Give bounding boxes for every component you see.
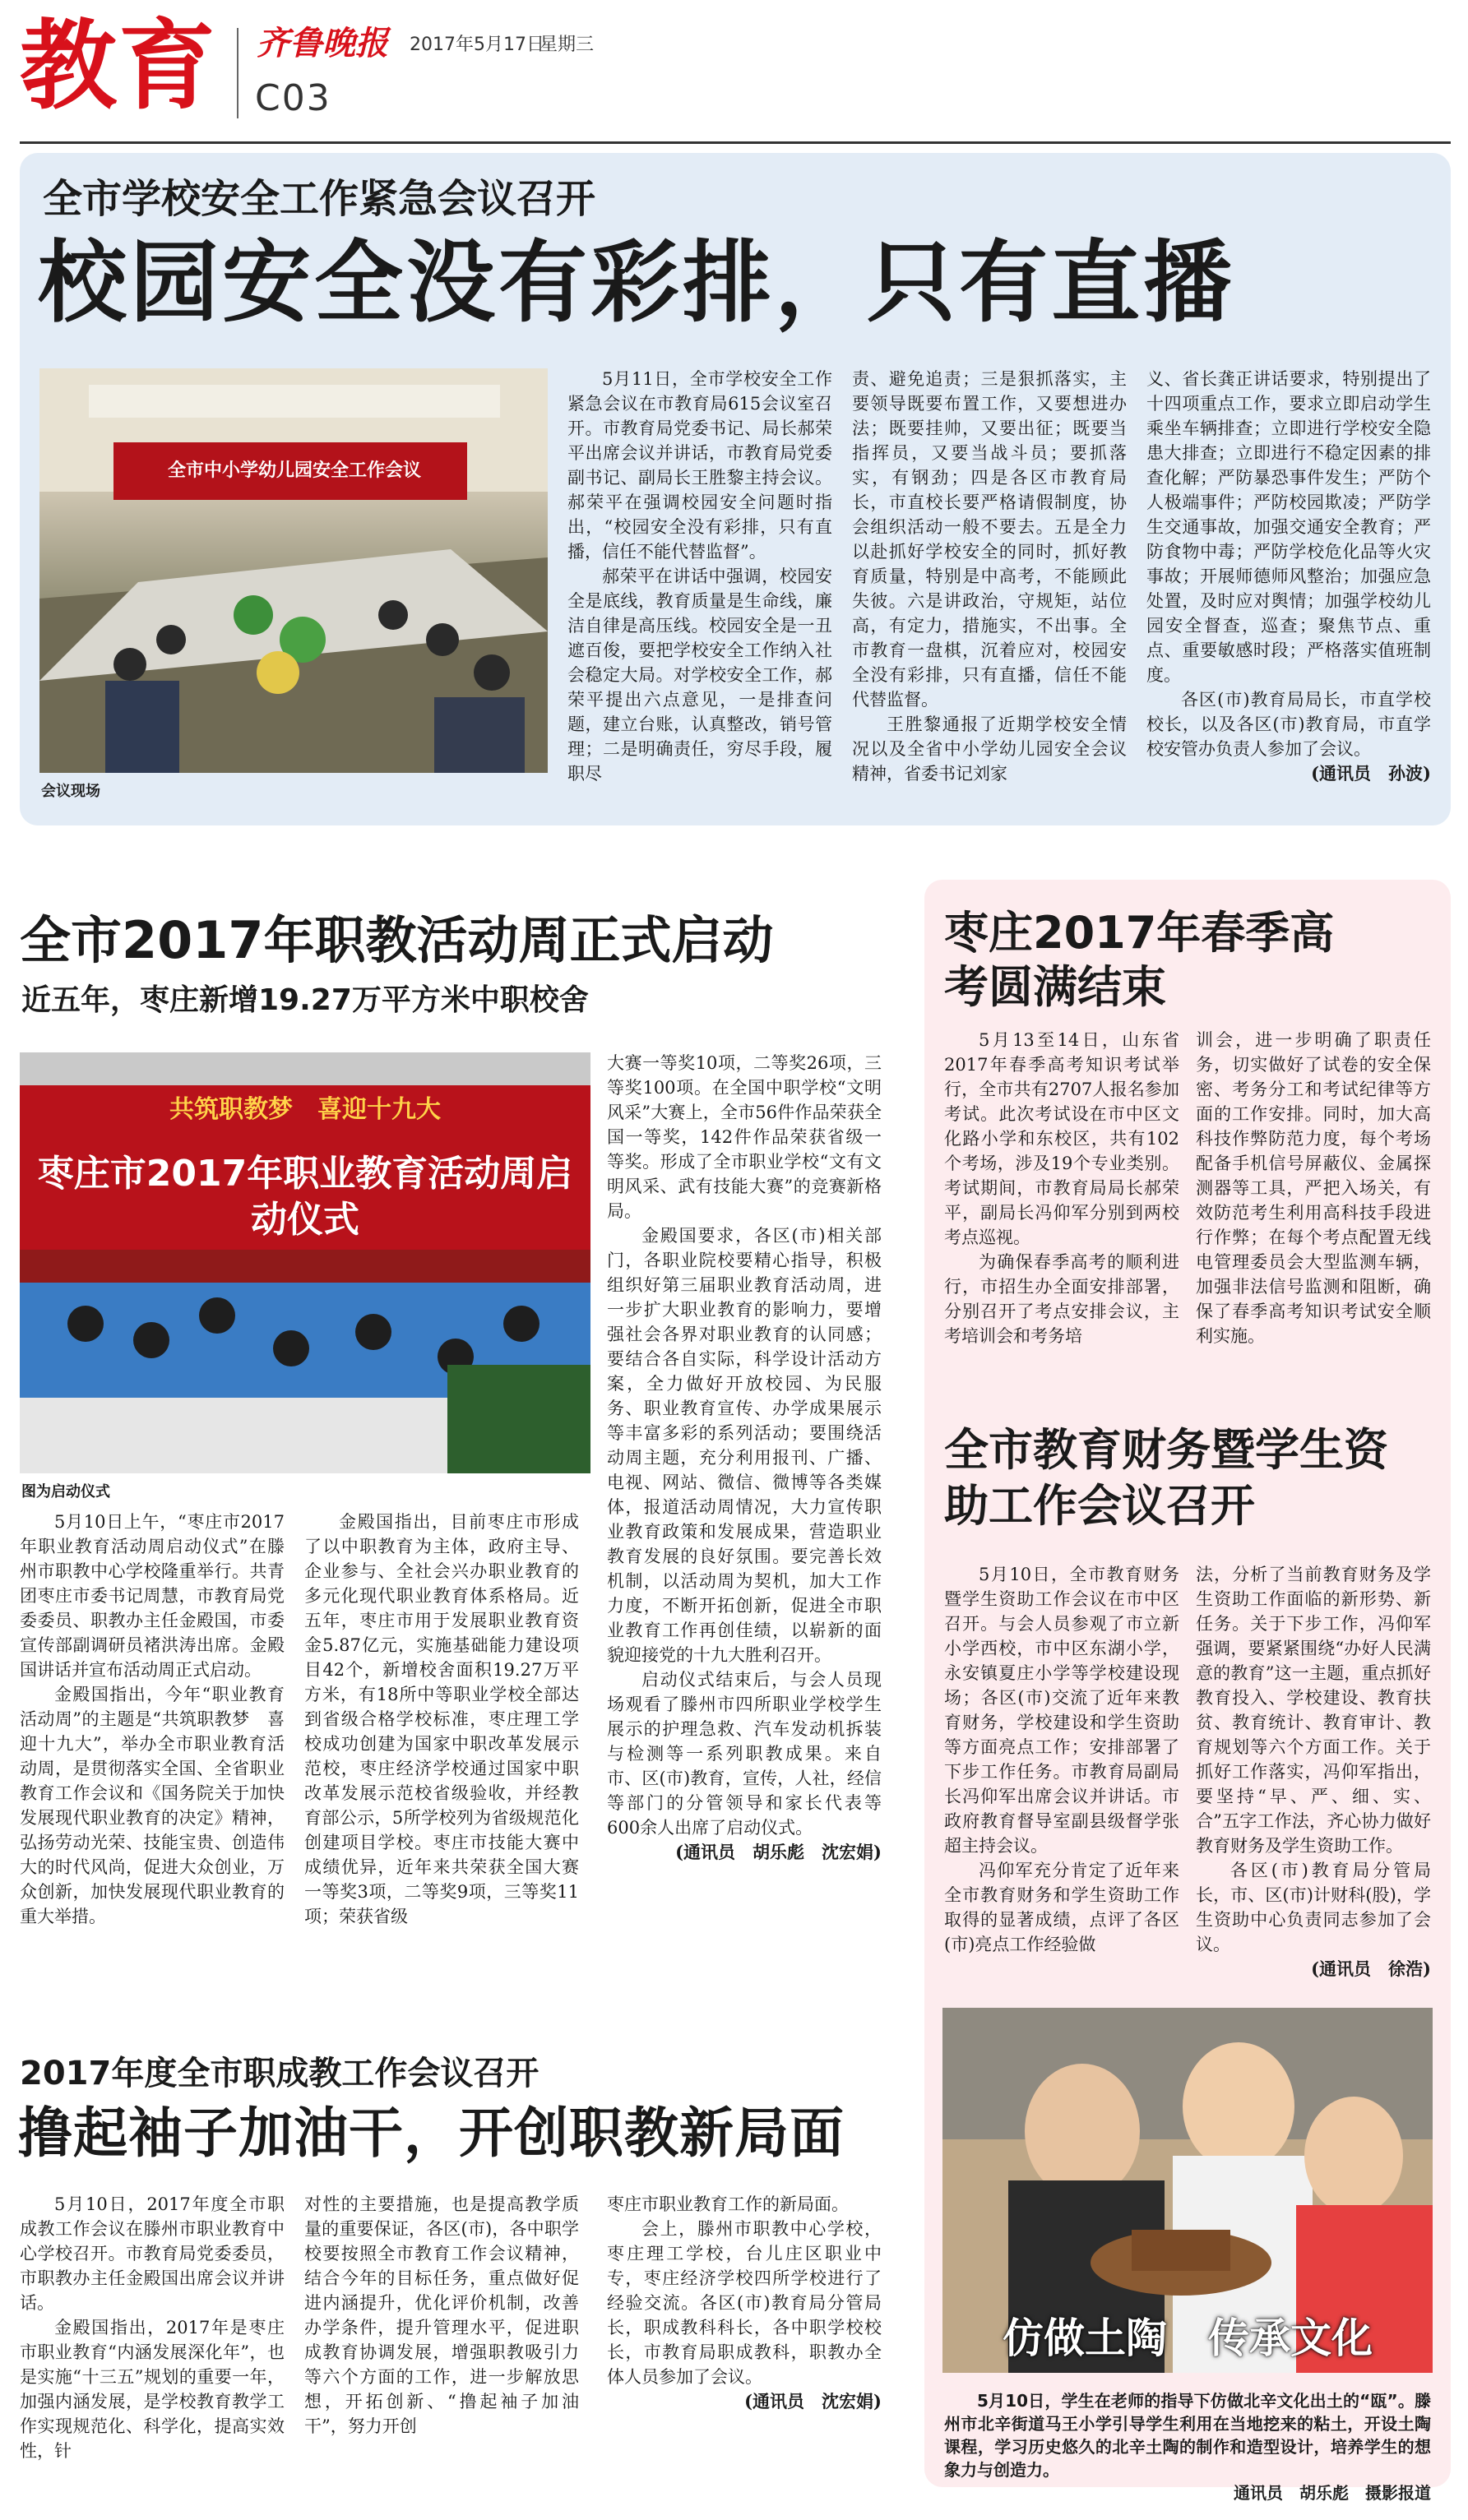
article5-paragraph: 5月10日，2017年度全市职成教工作会议在滕州市职业教育中心学校召开。市教育局党委委员，市职教办主任金殿国出席会议并讲话。 [20,2194,285,2313]
article4-paragraph: 法，分析了当前教育财务及学生资助工作面临的新形势、新任务。关于下步工作，冯仰军强调，要紧紧围绕“办好人民满意的教育”这一主题，重点抓好教育投入、学校建设、教育扶贫、教育统计、教育审计、教育规划等六个方面工作。关于抓好工作落实，冯仰军指出，要坚持“早、严、细、实、合”五字工作法，齐心协力做好教育财务及学生资助工作。 [1196,1565,1431,1856]
article1-paragraph: 义、省长龚正讲话要求，特别提出了十四项重点工作，要求立即启动学生乘坐车辆排查；立即进行学校安全隐患大排查；立即进行不稳定因素的排查化解；严防暴恐事件发生；严防个人极端事件；严防校园欺凌；严防学生交通事故，加强交通安全教育；严防食物中毒；严防学校危化品等火灾事故；开展师德师风整治；加强应急处置，及时应对舆情；加强学校幼儿园安全督查，巡查；聚焦节点、重点、重要敏感时段；严格落实值班制度。 [1146,369,1431,685]
article2-paragraph: 5月10日上午，“枣庄市2017年职业教育活动周启动仪式”在滕州市职教中心学校隆重举行。共青团枣庄市委书记周慧，市教育局党委委员、职教办主任金殿国，市委宣传部副调研员褚洪涛出席。金殿国讲话并宣布活动周正式启动。 [20,1512,285,1680]
launch-ceremony-photo [20,1052,590,1473]
article1-paragraph: 责、避免追责；三是狠抓落实，主要领导既要布置工作，又要想进办法；既要挂帅，又要出征；既要当指挥员，又要当战斗员；要抓落实，有钢劲；四是各区市教育局长，市直校长要严格请假制度，协会组织活动一般不要去。五是全力以赴抓好学校安全的同时，抓好教育质量，特别是中高考，不能顾此失彼。六是讲政治，守规矩，站位高，有定力，措施实，不出事。全市教育一盘棋，沉着应对，校园安全没有彩排，只有直播，信任不能代替监督。 [852,369,1127,710]
pottery-caption [944,2389,1431,2504]
article3-paragraph: 5月13至14日，山东省2017年春季高考知识考试举行，全市共有2707人报名参加考试。此次考试设在市中区文化路小学和东校区，共有102个考场，涉及19个专业类别。考试期间，市教育局局长郝荣平，副局长冯仰军分别到两校考点巡视。 [944,1030,1179,1247]
article1-paragraph: 各区(市)教育局局长，市直学校校长，以及各区(市)教育局，市直学校安管办负责人参加了会议。 [1146,690,1431,759]
launch-photo-banner: 枣庄市2017年职业教育活动周启动仪式 [37,1153,573,1241]
article2-paragraph: 大赛一等奖10项，二等奖26项，三等奖100项。在全国中职学校“文明风采”大赛上，全市56件作品荣获全国一等奖，142件作品荣获省级一等奖。形成了全市职业学校“文有文明风采、武有技能大赛”的竞赛新格局。 [607,1053,882,1221]
article3-column-2 [1196,1028,1431,1439]
article1-headline: 校园安全没有彩排，只有直播 [38,232,1236,335]
article2-byline: (通讯员 胡乐彪 沈宏娟) [675,1842,882,1862]
launch-photo-banner-top: 共筑职教梦 喜迎十九大 [169,1095,441,1124]
article3-column-1 [944,1028,1179,1439]
right-panel [924,880,1451,2503]
article5-column-3 [607,2192,882,2496]
article5-column-2 [304,2192,579,2496]
article2-column-3 [607,1051,882,2013]
article3-headline: 枣庄2017年春季高考圆满结束 [944,907,1335,1013]
article2-subhead: 近五年，枣庄新增19.27万平方米中职校舍 [21,983,589,1017]
article3-paragraph: 为确保春季高考的顺利进行，市招生办全面安排部署，分别召开了考点安排会议，主考培训会和考务培 [944,1252,1179,1346]
article2-paragraph: 金殿国指出，目前枣庄市形成了以中职教育为主体，政府主导、企业参与、全社会兴办职业教育的多元化现代职业教育体系格局。近五年，枣庄市用于发展职业教育资金5.87亿元，实施基础能力建设项目42个，新增校舍面积19.27万平方米，有18所中等职业学校全部达到省级合格学校标准，枣庄理工学校成功创建为国家中职改革发展示范校，枣庄经济学校通过国家中职改革发展示范校省级验收，并经教育部公示，5所学校列为省级规范化创建项目学校。枣庄市技能大赛中成绩优异，近年来共荣获全国大赛一等奖3项，二等奖9项，三等奖11项；荣获省级 [304,1512,579,1926]
paper-name: 齐鲁晚报 [257,24,388,62]
article2-paragraph: 启动仪式结束后，与会人员现场观看了滕州市四所职业学校学生展示的护理急救、汽车发动机拆装与检测等一系列职教成果。来自市、区(市)教育，宣传，人社，经信等部门的分管领导和家长代表等600余人出席了启动仪式。 [607,1670,882,1838]
article2-column-1 [20,1510,285,2011]
article5-kicker: 2017年度全市职成教工作会议召开 [20,2055,540,2092]
pottery-byline: 通讯员 胡乐彪 摄影报道 [1234,2483,1431,2503]
pottery-photo-title: 仿做土陶 传承文化 [1003,2314,1373,2362]
article4-paragraph: 冯仰军充分肯定了近年来全市教育财务和学生资助工作取得的显著成绩，点评了各区(市)亮点工作经验做 [944,1861,1179,1954]
article2-column-2 [304,1510,579,2011]
article5-column-1 [20,2192,285,2496]
article5-paragraph: 金殿国指出，2017年是枣庄市职业教育“内涵发展深化年”，也是实施“十三五”规划的重要一年，加强内涵发展，是学校教育教学工作实现规范化、科学化，提高实效性，针 [20,2318,285,2461]
pottery-caption-text: 5月10日，学生在老师的指导下仿做北辛文化出土的“瓯”。滕州市北辛街道马王小学引导学生利用在当地挖来的粘土，开设土陶课程，学习历史悠久的北辛土陶的制作和造型设计，培养学生的想象力与创造力。 [944,2391,1431,2480]
meeting-photo-illustration [39,368,548,773]
pottery-photo [942,2008,1433,2373]
article1-paragraph: 5月11日，全市学校安全工作紧急会议在市教育局615会议室召开。市教育局党委书记、局长郝荣平出席会议并讲话，市教育局党委副书记、副局长王胜黎主持会议。郝荣平在强调校园安全问题时指出，“校园安全没有彩排，只有直播，信任不能代替监督”。 [567,369,832,562]
article4-paragraph: 5月10日，全市教育财务暨学生资助工作会议在市中区召开。与会人员参观了市立新小学西校，市中区东湖小学，永安镇夏庄小学等学校建设现场；各区(市)交流了近年来教育财务，学校建设和学生资助等方面亮点工作；安排部署了下步工作任务。市教育局副局长冯仰军出席会议并讲话。市政府教育督导室副县级督学张超主持会议。 [944,1565,1179,1856]
article5-byline: (通讯员 沈宏娟) [744,2391,882,2411]
meeting-photo-banner: 全市中小学幼儿园安全工作会议 [167,460,421,481]
masthead [0,0,1468,140]
article1-column-1 [567,367,832,802]
article2-headline: 全市2017年职教活动周正式启动 [20,910,774,970]
article-school-safety [20,153,1451,825]
article4-column-2 [1196,1562,1431,1990]
article2-paragraph: 金殿国要求，各区(市)相关部门，各职业院校要精心指导，积极组织好第三届职业教育活动周，进一步扩大职业教育的影响力，要增强社会各界对职业教育的认同感；要结合各自实际，科学设计活动方案，全力做好开放校园、为民服务、职业教育宣传、办学成果展示等丰富多彩的系列活动；要围绕活动周主题，充分利用报刊、广播、电视、网站、微信、微博等各类媒体，报道活动周情况，大力宣传职业教育政策和发展成果，营造职业教育发展的良好氛围。要完善长效机制，以活动周为契机，加大工作力度，不断开拓创新，促进全市职业教育工作再创佳绩，以崭新的面貌迎接党的十九大胜利召开。 [607,1226,882,1665]
article3-paragraph: 训会，进一步明确了职责任务，切实做好了试卷的安全保密、考务分工和考试纪律等方面的工作安排。同时，加大高科技作弊防范力度，每个考场配备手机信号屏蔽仪、金属探测器等工具，严把入场关，有效防范考生利用高科技手段进行作弊；在每个考点配置无线电管理委员会大型监测车辆，加强非法信号监测和阻断，确保了春季高考知识考试安全顺利实施。 [1196,1030,1431,1346]
meeting-photo-caption: 会议现场 [41,783,100,800]
launch-photo-caption: 图为启动仪式 [21,1483,110,1500]
header-divider [237,28,238,118]
article1-byline: (通讯员 孙波) [1311,763,1431,784]
article5-paragraph: 会上，滕州市职教中心学校，枣庄理工学校，台儿庄区职业中专，枣庄经济学校四所学校进行了经验交流。各区(市)教育局分管局长，职成教科科长，各中职学校校长，市教育局职成教科，职教办全体人员参加了会议。 [607,2219,882,2387]
article1-kicker: 全市学校安全工作紧急会议召开 [43,176,596,222]
article1-paragraph: 郝荣平在讲话中强调，校园安全是底线，教育质量是生命线，廉洁自律是高压线。校园安全是一丑遮百俊，要把学校安全工作纳入社会稳定大局。对学校安全工作，郝荣平提出六点意见，一是排查问题，建立台账，认真整改，销号管理；二是明确责任，穷尽手段，履职尽 [567,566,832,784]
article4-paragraph: 各区(市)教育局分管局长，市、区(市)计财科(股)，学生资助中心负责同志参加了会议。 [1196,1861,1431,1954]
issue-date: 2017年5月17日 [410,35,544,55]
article5-paragraph: 对性的主要措施，也是提高教学质量的重要保证，各区(市)，各中职学校要按照全市教育工作会议精神，结合今年的目标任务，重点做好促进内涵提升，优化评价机制，改善办学条件，提升管理水平，促进职成教育协调发展，增强职教吸引力等六个方面的工作，进一步解放思想，开拓创新、“撸起袖子加油干”，努力开创 [304,2194,579,2436]
article4-headline: 全市教育财务暨学生资助工作会议召开 [944,1424,1388,1532]
meeting-photo [39,368,548,773]
article1-column-3 [1146,367,1431,802]
article-vocational-conference [0,2046,905,2506]
article5-paragraph: 枣庄市职业教育工作的新局面。 [607,2194,849,2214]
article4-column-1 [944,1562,1179,1990]
article4-byline: (通讯员 徐浩) [1311,1958,1431,1979]
article1-column-2 [852,367,1127,802]
article-vocational-week [0,896,905,2031]
section-title: 教育 [20,9,218,123]
article1-paragraph: 王胜黎通报了近期学校安全情况以及全省中小学幼儿园安全会议精神，省委书记刘家 [852,714,1127,784]
page-number: C03 [255,77,331,119]
article5-headline: 撸起袖子加油干，开创职教新局面 [18,2102,845,2165]
article2-paragraph: 金殿国指出，今年“职业教育活动周”的主题是“共筑职教梦 喜迎十九大”，举办全市职业教育活动周，是贯彻落实全国、全省职业教育工作会议和《国务院关于加快发展现代职业教育的决定》精神，弘扬劳动光荣、技能宝贵、创造伟大的时代风尚，促进大众创业，万众创新，加快发展现代职业教育的重大举措。 [20,1685,285,1926]
issue-weekday: 星期三 [540,35,595,55]
header-rule [20,141,1451,144]
